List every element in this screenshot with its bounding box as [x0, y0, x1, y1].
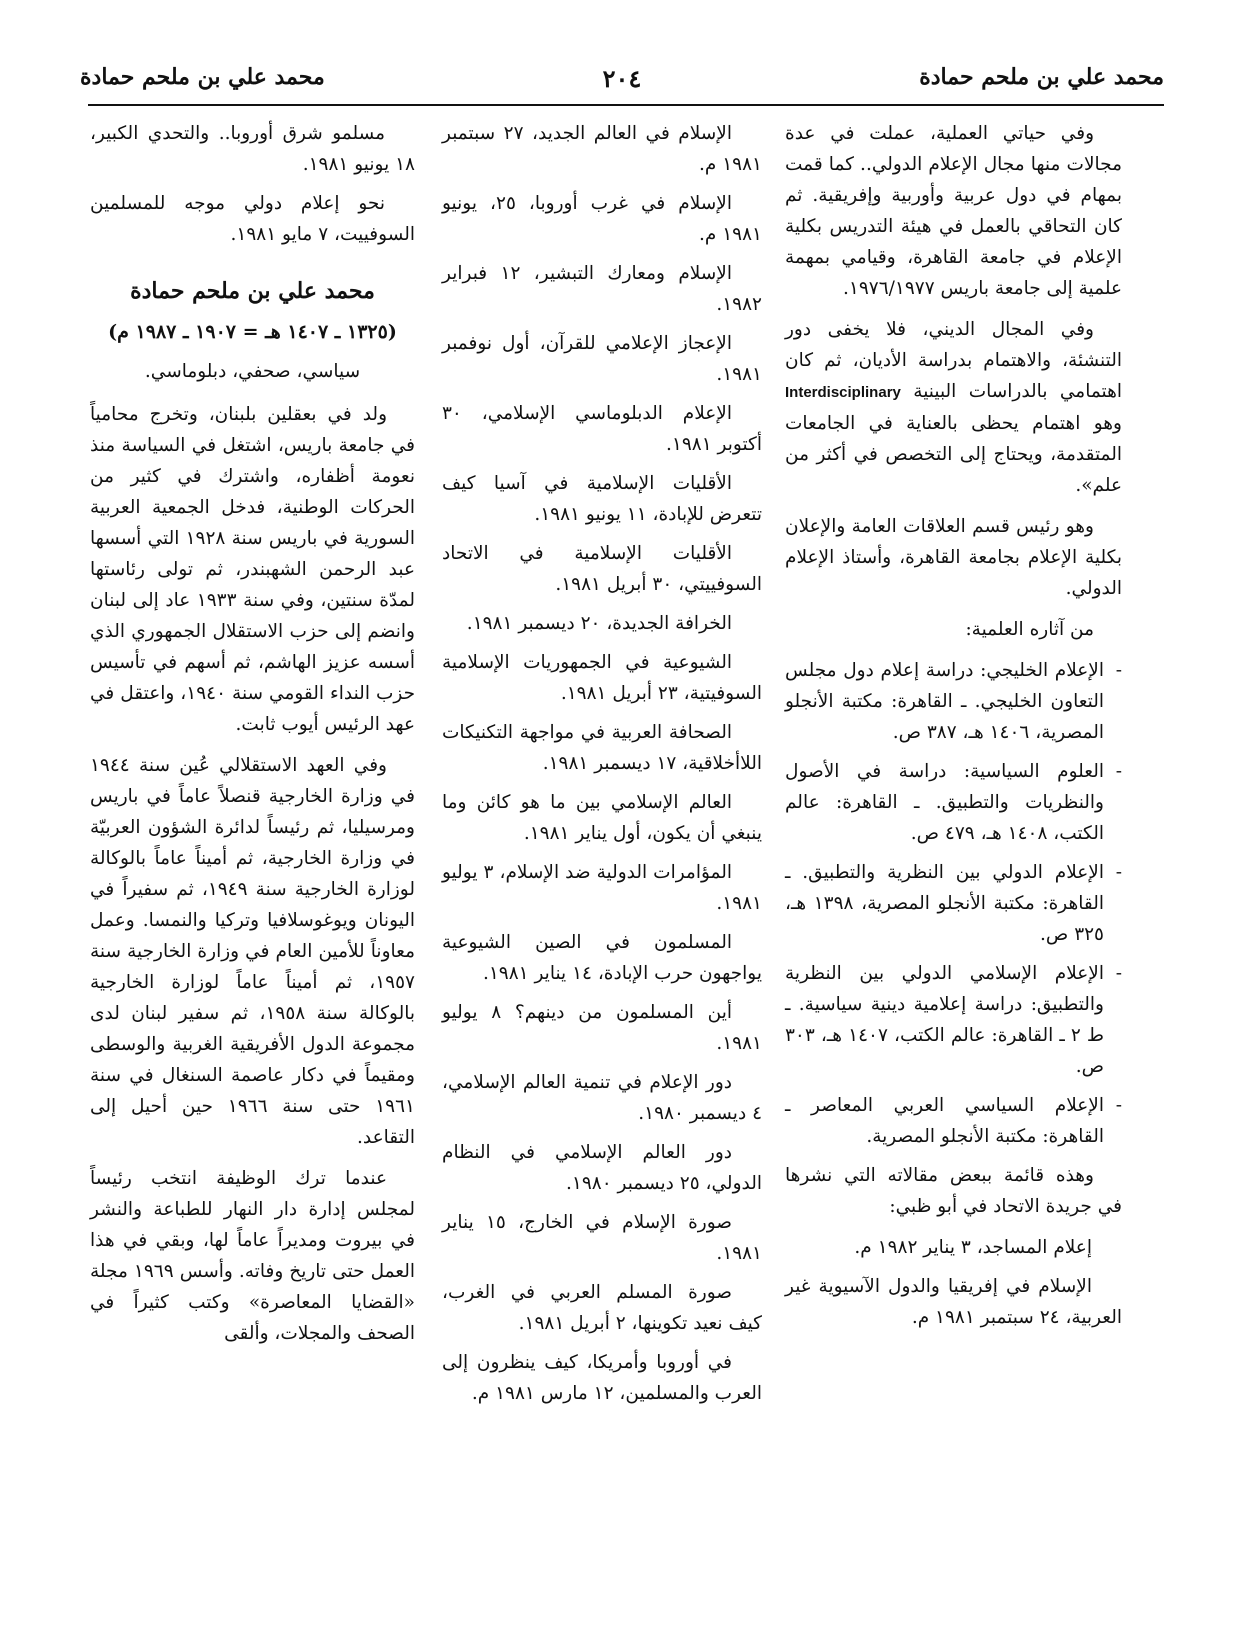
work-item-text: الإعلام الدولي بين النظرية والتطبيق. ـ القاهرة: مكتبة الأنجلو المصرية، ١٣٩٨ هـ، ٣٢٥ ص. [785, 862, 1104, 945]
paragraph-work-life: وفي حياتي العملية، عملت في عدة مجالات منها مجال الإعلام الدولي.. كما قمت بمهام في دول عربية وأوربية وإفريقية. ثم كان التحاقي بالعمل في هيئة التدريس بكلية الإعلام في جامعة القاهرة، وقيامي بمهمة علمية إلى جامعة باريس ١٩٧٦/١٩٧٧. [785, 123, 1122, 299]
article-item: صورة المسلم العربي في الغرب، كيف نعيد تكوينها، ٢ أبريل ١٩٨١. [442, 1282, 762, 1334]
entry-dates: (١٣٢٥ ـ ١٤٠٧ هـ = ١٩٠٧ ـ ١٩٨٧ م) [108, 321, 397, 343]
bio-paragraph-diplomacy: وفي العهد الاستقلالي عُين سنة ١٩٤٤ في وزارة الخارجية قنصلاً عاماً في باريس ومرسيليا، ثم رئيساً لدائرة الشؤون العربيّة في وزارة الخارجية، ثم أميناً عاماً بالوكالة لوزارة الخارجية سنة ١٩٤٩، ثم سفيراً في اليونان ويوغوسلافيا وتركيا والنمسا. وعمل معاوناً للأمين العام في وزارة الخارجية سنة ١٩٥٧، ثم أميناً عاماً لوزارة الخارجية بالوكالة سنة ١٩٥٨، ثم سفير لبنان لدى مجموعة الدول الأفريقية الغربية والوسطى ومقيماً في دكار عاصمة السنغال في سنة ١٩٦١ حتى سنة ١٩٦٦ حين أحيل إلى التقاعد. [90, 755, 415, 1148]
work-item: -الإعلام السياسي العربي المعاصر ـ القاهرة: مكتبة الأنجلو المصرية. [785, 1095, 1122, 1147]
paragraph-religious-field [785, 314, 1122, 501]
page-number: ٢٠٤ [602, 64, 642, 93]
header-title-right: محمد علي بن ملحم حمادة [919, 64, 1164, 90]
article-item: صورة الإسلام في الخارج، ١٥ يناير ١٩٨١. [442, 1212, 762, 1264]
article-item: الصحافة العربية في مواجهة التكنيكات اللاأخلاقية، ١٧ ديسمبر ١٩٨١. [442, 722, 762, 774]
article-item: دور العالم الإسلامي في النظام الدولي، ٢٥ ديسمبر ١٩٨٠. [442, 1142, 762, 1194]
article-item: نحو إعلام دولي موجه للمسلمين السوفييت، ٧ مايو ١٩٨١. [90, 193, 415, 245]
work-item-text: الإعلام الإسلامي الدولي بين النظرية والتطبيق: دراسة إعلامية دينية سياسية. ـ ط ٢ ـ القاهرة: عالم الكتب، ١٤٠٧ هـ، ٣٠٣ ص. [785, 963, 1104, 1077]
article-item: إعلام المساجد، ٣ يناير ١٩٨٢ م. [854, 1237, 1092, 1258]
article-item: الإسلام في العالم الجديد، ٢٧ سبتمبر ١٩٨١ م. [442, 123, 762, 175]
column-right [785, 118, 1122, 1341]
article-item: الإسلام ومعارك التبشير، ١٢ فبراير ١٩٨٢. [442, 263, 762, 315]
article-item: دور الإعلام في تنمية العالم الإسلامي، ٤ ديسمبر ١٩٨٠. [442, 1072, 762, 1124]
article-item: العالم الإسلامي بين ما هو كائن وما ينبغي أن يكون، أول يناير ١٩٨١. [442, 792, 762, 844]
bio-paragraph-birth: ولد في بعقلين بلبنان، وتخرج محامياً في جامعة باريس، اشتغل في السياسة منذ نعومة أظفاره، واشترك في كثير من الحركات الوطنية، فدخل الجمعية العربية السورية في باريس سنة ١٩٢٨ التي أسسها عبد الرحمن الشهبندر، ثم تولى رئاستها لمدّة سنتين، وفي سنة ١٩٣٣ عاد إلى لبنان وانضم إلى حزب الاستقلال الجمهوري الذي أسسه عزيز الهاشم، ثم أسهم في تأسيس حزب النداء القومي سنة ١٩٤٠، واعتقل في عهد الرئيس أيوب ثابت. [90, 404, 416, 735]
article-item: مسلمو شرق أوروبا.. والتحدي الكبير، ١٨ يونيو ١٩٨١. [90, 123, 415, 175]
article-item: أين المسلمون من دينهم؟ ٨ يوليو ١٩٨١. [442, 1002, 762, 1054]
article-item: الخرافة الجديدة، ٢٠ ديسمبر ١٩٨١. [466, 613, 732, 634]
work-item-text: الإعلام السياسي العربي المعاصر ـ القاهرة: مكتبة الأنجلو المصرية. [785, 1095, 1104, 1147]
article-item: الإعلام الدبلوماسي الإسلامي، ٣٠ أكتوبر ١٩٨١. [442, 403, 762, 455]
entry-role: سياسي، صحفي، دبلوماسي. [144, 361, 361, 382]
work-item-text: الإعلام الخليجي: دراسة إعلام دول مجلس التعاون الخليجي. ـ القاهرة: مكتبة الأنجلو المصرية، ١٤٠٦ هـ، ٣٨٧ ص. [785, 660, 1104, 743]
entry-title: محمد علي بن ملحم حمادة [130, 278, 375, 304]
bio-paragraph-annahar: عندما ترك الوظيفة انتخب رئيساً لمجلس إدارة دار النهار للطباعة والنشر في بيروت ومديراً عاماً لها، وبقي في هذا العمل حتى تاريخ وفاته. وأسس ١٩٦٩ مجلة «القضايا المعاصرة» وكتب كثيراً في الصحف والمجلات، وألقى [90, 1168, 415, 1344]
column-middle [442, 118, 762, 1417]
header-title-left: محمد علي بن ملحم حمادة [80, 64, 325, 90]
article-item: المؤامرات الدولية ضد الإسلام، ٣ يوليو ١٩٨١. [442, 862, 762, 914]
work-item: -الإعلام الخليجي: دراسة إعلام دول مجلس التعاون الخليجي. ـ القاهرة: مكتبة الأنجلو المصرية، ١٤٠٦ هـ، ٣٨٧ ص. [785, 660, 1122, 743]
running-header [80, 52, 1164, 92]
work-item: -العلوم السياسية: دراسة في الأصول والنظريات والتطبيق. ـ القاهرة: عالم الكتب، ١٤٠٨ هـ، ٤٧٩ ص. [785, 761, 1122, 844]
work-item: -الإعلام الدولي بين النظرية والتطبيق. ـ القاهرة: مكتبة الأنجلو المصرية، ١٣٩٨ هـ، ٣٢٥ ص. [785, 862, 1122, 945]
column-left [90, 118, 415, 1359]
paragraph-articles-intro: وهذه قائمة ببعض مقالاته التي نشرها في جريدة الاتحاد في أبو ظبي: [785, 1165, 1122, 1217]
article-item: في أوروبا وأمريكا، كيف ينظرون إلى العرب والمسلمين، ١٢ مارس ١٩٨١ م. [442, 1352, 762, 1404]
work-item: -الإعلام الإسلامي الدولي بين النظرية والتطبيق: دراسة إعلامية دينية سياسية. ـ ط ٢ ـ القاهرة: عالم الكتب، ١٤٠٧ هـ، ٣٠٣ ص. [785, 963, 1122, 1077]
article-item: الأقليات الإسلامية في الاتحاد السوفييتي، ٣٠ أبريل ١٩٨١. [442, 543, 762, 595]
article-item: الإسلام في غرب أوروبا، ٢٥، يونيو ١٩٨١ م. [442, 193, 762, 245]
article-item: المسلمون في الصين الشيوعية يواجهون حرب الإبادة، ١٤ يناير ١٩٨١. [442, 932, 762, 984]
latin-term: Interdisciplinary [785, 384, 901, 401]
work-item-text: العلوم السياسية: دراسة في الأصول والنظريات والتطبيق. ـ القاهرة: عالم الكتب، ١٤٠٨ هـ، ٤٧٩ ص. [785, 761, 1104, 844]
paragraph-religious-field-b: وهو اهتمام يحظى بالعناية في الجامعات المتقدمة، ويحتاج إلى التخصص في أكثر من علم». [785, 413, 1122, 496]
paragraph-position: وهو رئيس قسم العلاقات العامة والإعلان بكلية الإعلام بجامعة القاهرة، وأستاذ الإعلام الدولي. [785, 516, 1122, 599]
header-rule [88, 104, 1164, 106]
article-item: الأقليات الإسلامية في آسيا كيف تتعرض للإبادة، ١١ يونيو ١٩٨١. [442, 473, 762, 525]
article-item: الإعجاز الإعلامي للقرآن، أول نوفمبر ١٩٨١. [442, 333, 762, 385]
paragraph-religious-field-a: وفي المجال الديني، فلا يخفى دور التنشئة، والاهتمام بدراسة الأديان، ثم كان اهتمامي بالدراسات البينية [785, 319, 1122, 402]
article-item: الشيوعية في الجمهوريات الإسلامية السوفيتية، ٢٣ أبريل ١٩٨١. [442, 652, 762, 704]
works-heading: من آثاره العلمية: [965, 619, 1094, 640]
article-item: الإسلام في إفريقيا والدول الآسيوية غير العربية، ٢٤ سبتمبر ١٩٨١ م. [785, 1276, 1122, 1328]
